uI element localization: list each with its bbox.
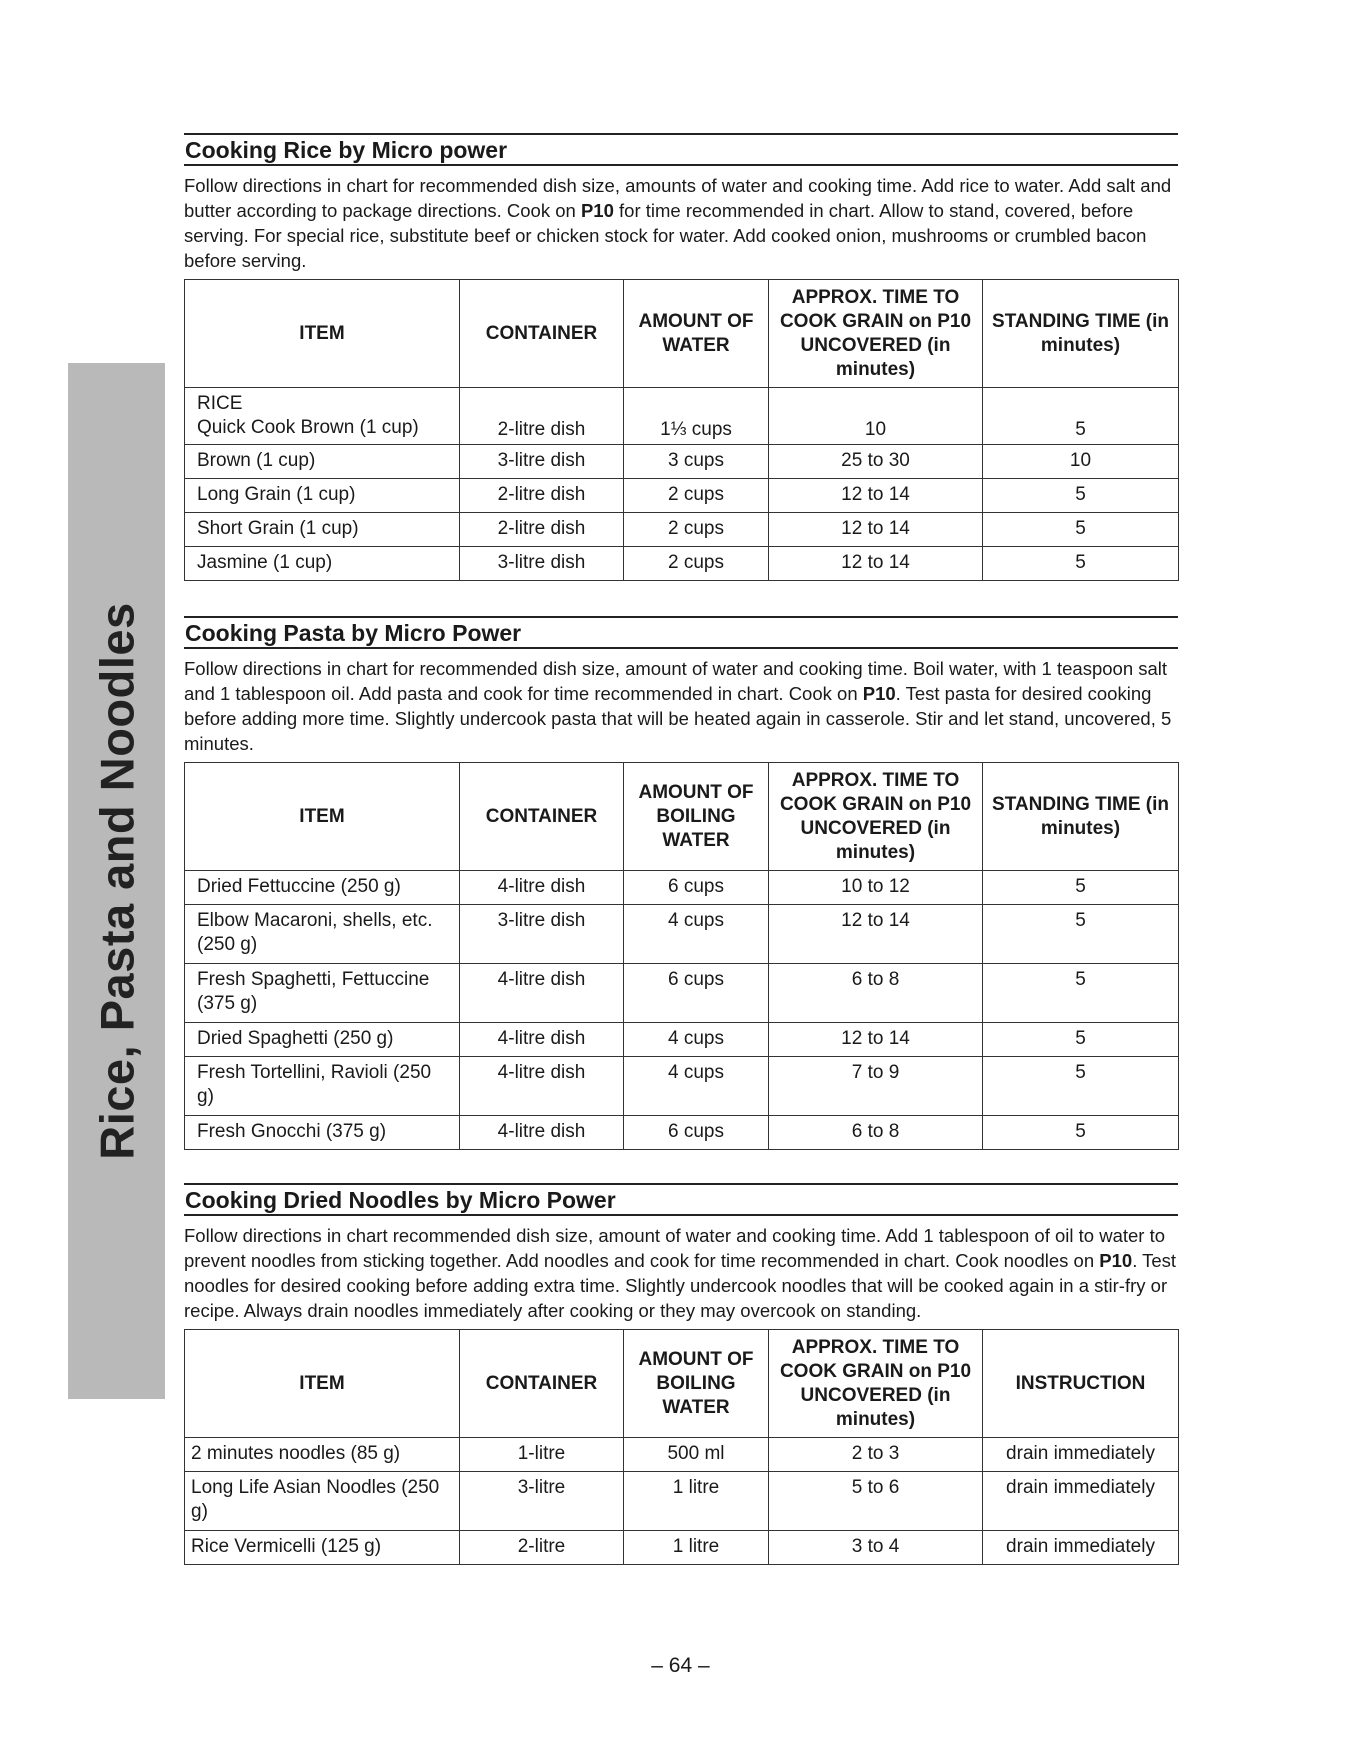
table-cell: 3-litre dish <box>460 547 624 581</box>
table-row <box>185 1057 1179 1116</box>
table-row <box>185 871 1179 905</box>
side-tab-title: Rice, Pasta and Noodles <box>90 602 143 1160</box>
noodles-section <box>184 1183 1178 1565</box>
table-cell: drain immediately <box>983 1472 1179 1531</box>
column-header: ITEM <box>185 1330 460 1438</box>
table-cell: 6 to 8 <box>769 1116 983 1150</box>
table-row <box>185 1531 1179 1565</box>
table-row <box>185 547 1179 581</box>
table-cell: 6 cups <box>624 871 769 905</box>
table-row <box>185 445 1179 479</box>
table-cell: 5 <box>983 1057 1179 1116</box>
table-cell: Rice Vermicelli (125 g) <box>185 1531 460 1565</box>
table-cell: 4 cups <box>624 1023 769 1057</box>
table-cell: 5 <box>983 905 1179 964</box>
table-cell: 25 to 30 <box>769 445 983 479</box>
column-header: STANDING TIME (in minutes) <box>983 763 1179 871</box>
table-header-row <box>185 280 1179 388</box>
table-cell: Dried Fettuccine (250 g) <box>185 871 460 905</box>
column-header: STANDING TIME (in minutes) <box>983 280 1179 388</box>
rice-section <box>184 133 1178 581</box>
table-cell: 4 cups <box>624 1057 769 1116</box>
table-cell: 12 to 14 <box>769 1023 983 1057</box>
table-cell: 2-litre dish <box>460 388 624 445</box>
table-cell: 6 cups <box>624 964 769 1023</box>
table-cell: 12 to 14 <box>769 479 983 513</box>
table-cell: drain immediately <box>983 1438 1179 1472</box>
table-cell: Fresh Tortellini, Ravioli (250 g) <box>185 1057 460 1116</box>
table-cell: RICE Quick Cook Brown (1 cup) <box>185 388 460 445</box>
column-header: INSTRUCTION <box>983 1330 1179 1438</box>
table-cell: 10 <box>769 388 983 445</box>
rice-intro: Follow directions in chart for recommended dish size, amounts of water and cooking time. Add rice to water. Add salt and butter according to package directions. Cook on P10 for time recommended in chart. Allow to stand, covered, before serving. For special rice, substitute beef or chicken stock for water. Add cooked onion, mushrooms or crumbled bacon before serving. <box>184 175 1172 271</box>
table-cell: 4-litre dish <box>460 1116 624 1150</box>
column-header: ITEM <box>185 763 460 871</box>
table-cell: 5 <box>983 388 1179 445</box>
table-cell: 2 minutes noodles (85 g) <box>185 1438 460 1472</box>
table-cell: drain immediately <box>983 1531 1179 1565</box>
table-cell: 5 <box>983 547 1179 581</box>
table-cell: 2-litre dish <box>460 479 624 513</box>
table-cell: 2-litre <box>460 1531 624 1565</box>
table-cell: 6 cups <box>624 1116 769 1150</box>
table-cell: 2-litre dish <box>460 513 624 547</box>
table-cell: 2 cups <box>624 547 769 581</box>
column-header: APPROX. TIME TO COOK GRAIN on P10 UNCOVERED (in minutes) <box>769 1330 983 1438</box>
table-row <box>185 905 1179 964</box>
table-cell: 5 <box>983 479 1179 513</box>
table-cell: 7 to 9 <box>769 1057 983 1116</box>
table-cell: Brown (1 cup) <box>185 445 460 479</box>
table-row <box>185 1023 1179 1057</box>
table-cell: 4-litre dish <box>460 871 624 905</box>
side-tab <box>68 363 165 1399</box>
rice-heading: Cooking Rice by Micro power <box>184 133 1178 166</box>
table-cell: Short Grain (1 cup) <box>185 513 460 547</box>
table-row <box>185 1472 1179 1531</box>
table-cell: 3-litre <box>460 1472 624 1531</box>
table-cell: 5 <box>983 964 1179 1023</box>
table-cell: 4-litre dish <box>460 964 624 1023</box>
noodles-table <box>184 1329 1179 1565</box>
table-cell: 1⅓ cups <box>624 388 769 445</box>
column-header: AMOUNT OF WATER <box>624 280 769 388</box>
column-header: CONTAINER <box>460 1330 624 1438</box>
table-cell: 1 litre <box>624 1472 769 1531</box>
column-header: ITEM <box>185 280 460 388</box>
table-cell: 4 cups <box>624 905 769 964</box>
table-cell: 5 <box>983 1116 1179 1150</box>
page-number: – 64 – <box>651 1654 710 1677</box>
table-cell: 5 to 6 <box>769 1472 983 1531</box>
column-header: AMOUNT OF BOILING WATER <box>624 1330 769 1438</box>
pasta-table <box>184 762 1179 1150</box>
rice-table <box>184 279 1179 581</box>
column-header: AMOUNT OF BOILING WATER <box>624 763 769 871</box>
pasta-heading: Cooking Pasta by Micro Power <box>184 616 1178 649</box>
column-header: APPROX. TIME TO COOK GRAIN on P10 UNCOVERED (in minutes) <box>769 280 983 388</box>
table-cell: 12 to 14 <box>769 547 983 581</box>
noodles-intro: Follow directions in chart recommended dish size, amount of water and cooking time. Add 1 tablespoon of oil to water to prevent noodles from sticking together. Add noodles and cook for time recommended in chart. Cook noodles on P10. Test noodles for desired cooking before adding extra time. Slightly undercook noodles that will be cooked again in a stir-fry or recipe. Always drain noodles immediately after cooking or they may overcook on standing. <box>184 1225 1177 1321</box>
table-cell: 6 to 8 <box>769 964 983 1023</box>
table-cell: 10 to 12 <box>769 871 983 905</box>
pasta-intro: Follow directions in chart for recommended dish size, amount of water and cooking time. Boil water, with 1 teaspoon salt and 1 tablespoon oil. Add pasta and cook for time recommended in chart. Cook on P10. Test pasta for desired cooking before adding more time. Slightly undercook pasta that will be heated again in casserole. Stir and let stand, uncovered, 5 minutes. <box>184 658 1172 754</box>
table-cell: Elbow Macaroni, shells, etc. (250 g) <box>185 905 460 964</box>
table-cell: Dried Spaghetti (250 g) <box>185 1023 460 1057</box>
table-cell: 5 <box>983 871 1179 905</box>
table-cell: 1-litre <box>460 1438 624 1472</box>
table-cell: Fresh Gnocchi (375 g) <box>185 1116 460 1150</box>
table-cell: Long Life Asian Noodles (250 g) <box>185 1472 460 1531</box>
table-cell: 12 to 14 <box>769 513 983 547</box>
table-row <box>185 1116 1179 1150</box>
table-row <box>185 1438 1179 1472</box>
table-row <box>185 964 1179 1023</box>
table-cell: 5 <box>983 1023 1179 1057</box>
table-cell: 500 ml <box>624 1438 769 1472</box>
table-cell: 4-litre dish <box>460 1057 624 1116</box>
table-cell: 3 to 4 <box>769 1531 983 1565</box>
table-header-row <box>185 763 1179 871</box>
table-row <box>185 479 1179 513</box>
table-cell: 2 to 3 <box>769 1438 983 1472</box>
table-cell: 12 to 14 <box>769 905 983 964</box>
table-cell: Fresh Spaghetti, Fettuccine (375 g) <box>185 964 460 1023</box>
table-cell: Long Grain (1 cup) <box>185 479 460 513</box>
table-cell: 5 <box>983 513 1179 547</box>
column-header: CONTAINER <box>460 763 624 871</box>
column-header: CONTAINER <box>460 280 624 388</box>
table-cell: 3 cups <box>624 445 769 479</box>
column-header: APPROX. TIME TO COOK GRAIN on P10 UNCOVERED (in minutes) <box>769 763 983 871</box>
noodles-heading: Cooking Dried Noodles by Micro Power <box>184 1183 1178 1216</box>
table-row <box>185 513 1179 547</box>
table-cell: 1 litre <box>624 1531 769 1565</box>
table-row <box>185 388 1179 445</box>
table-cell: 3-litre dish <box>460 445 624 479</box>
table-cell: 4-litre dish <box>460 1023 624 1057</box>
table-cell: 3-litre dish <box>460 905 624 964</box>
table-cell: 2 cups <box>624 479 769 513</box>
table-cell: 10 <box>983 445 1179 479</box>
table-cell: 2 cups <box>624 513 769 547</box>
pasta-section <box>184 616 1178 1150</box>
table-header-row <box>185 1330 1179 1438</box>
table-cell: Jasmine (1 cup) <box>185 547 460 581</box>
